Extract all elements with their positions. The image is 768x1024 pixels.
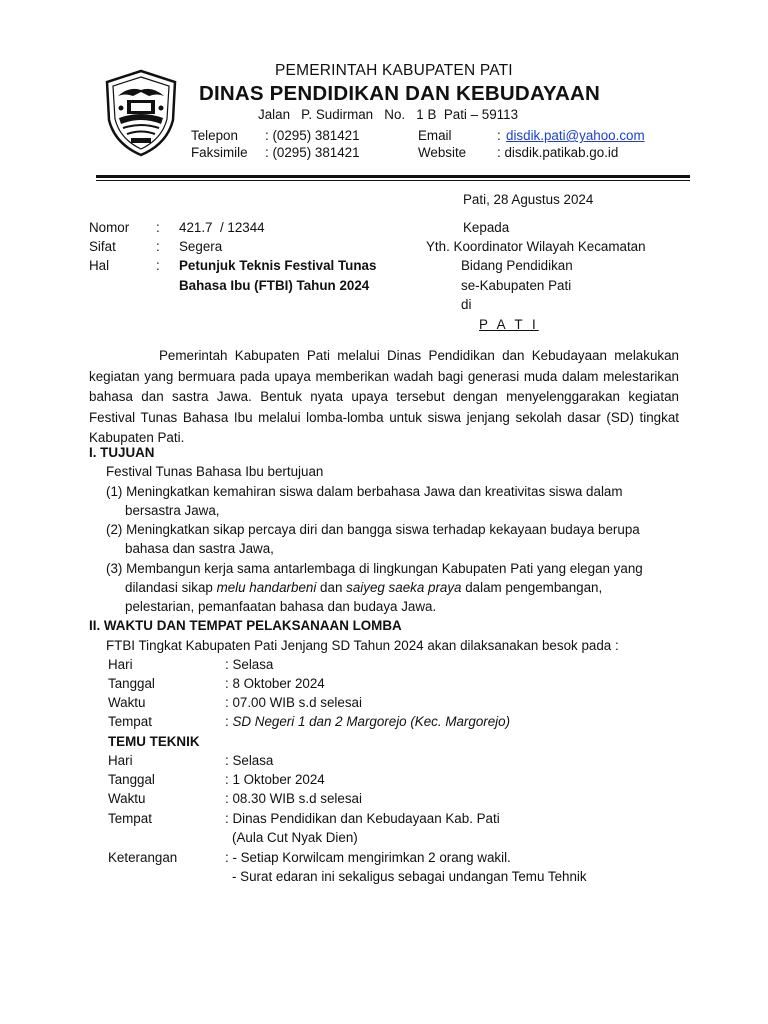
letterhead-address: Jalan P. Sudirman No. 1 B Pati – 59113 <box>258 107 519 122</box>
kabupaten-pati-emblem <box>101 68 181 158</box>
goal-3-text-c: dan <box>316 580 347 595</box>
section2-intro: FTBI Tingkat Kabupaten Pati Jenjang SD Tahun 2024 akan dilaksanakan besok pada : <box>106 638 619 653</box>
temu-hari-label: Hari <box>108 753 133 768</box>
temu-tempat-value: : Dinas Pendidikan dan Kebudayaan Kab. Pati <box>225 811 500 826</box>
goal-3-term-melu-handarbeni: melu handarbeni <box>216 580 317 595</box>
keterangan-line1: : - Setiap Korwilcam mengirimkan 2 orang wakil. <box>225 850 511 865</box>
temu-tempat-detail: (Aula Cut Nyak Dien) <box>232 830 358 845</box>
lomba-tanggal-label: Tanggal <box>108 676 155 691</box>
recipient-line1: Yth. Koordinator Wilayah Kecamatan <box>426 239 646 254</box>
temu-hari-value: : Selasa <box>225 753 274 768</box>
phone-value: : (0295) 381421 <box>265 128 360 143</box>
recipient-city: P A T I <box>479 317 539 332</box>
lomba-waktu-label: Waktu <box>108 695 146 710</box>
goal-2-line1: (2) Meningkatkan sikap percaya diri dan bangga siswa terhadap kekayaan budaya berupa <box>106 522 640 537</box>
section1-intro: Festival Tunas Bahasa Ibu bertujuan <box>106 464 324 479</box>
goal-3-line1: (3) Membangun kerja sama antarlembaga di lingkungan Kabupaten Pati yang elegan yang <box>106 561 643 576</box>
lomba-tempat-text: SD Negeri 1 dan 2 Margorejo (Kec. Margorejo) <box>232 714 511 729</box>
nomor-label: Nomor <box>89 220 130 235</box>
temu-waktu-label: Waktu <box>108 791 146 806</box>
sifat-label: Sifat <box>89 239 116 254</box>
recipient-di: di <box>461 297 472 312</box>
letterhead-government: PEMERINTAH KABUPATEN PATI <box>275 62 513 79</box>
temu-tanggal-value: : 1 Oktober 2024 <box>225 772 325 787</box>
fax-value: : (0295) 381421 <box>265 145 360 160</box>
recipient-kepada: Kepada <box>463 220 510 235</box>
hal-colon: : <box>156 258 160 273</box>
lomba-hari-value: : Selasa <box>225 657 274 672</box>
nomor-value: 421.7 / 12344 <box>179 220 265 235</box>
temu-teknik-title: TEMU TEKNIK <box>108 734 200 749</box>
lomba-tempat-label: Tempat <box>108 714 152 729</box>
sifat-colon: : <box>156 239 160 254</box>
keterangan-label: Keterangan <box>108 850 178 865</box>
sifat-value: Segera <box>179 239 223 254</box>
recipient-line2: Bidang Pendidikan <box>461 258 573 273</box>
goal-2-line2: bahasa dan sastra Jawa, <box>125 541 274 556</box>
lomba-hari-label: Hari <box>108 657 133 672</box>
letterhead-agency: DINAS PENDIDIKAN DAN KEBUDAYAAN <box>199 82 601 105</box>
keterangan-line2: - Surat edaran ini sekaligus sebagai undangan Temu Tehnik <box>232 869 587 884</box>
email-label: Email <box>418 128 452 143</box>
goal-3-term-saiyeg-saeka-praya: saiyeg saeka praya <box>346 580 462 595</box>
letterhead-rule-thin <box>96 180 690 181</box>
letter-date: Pati, 28 Agustus 2024 <box>463 192 594 207</box>
fax-label: Faksimile <box>191 145 248 160</box>
hal-label: Hal <box>89 258 110 273</box>
section2-title: II. WAKTU DAN TEMPAT PELAKSANAAN LOMBA <box>89 618 402 633</box>
lomba-tempat-value <box>225 714 510 729</box>
website-label: Website <box>418 145 467 160</box>
email-link[interactable]: disdik.pati@yahoo.com <box>506 128 645 143</box>
goal-1-line1: (1) Meningkatkan kemahiran siswa dalam berbahasa Jawa dan kreativitas siswa dalam <box>106 484 623 499</box>
temu-tempat-label: Tempat <box>108 811 152 826</box>
email-colon: : <box>497 128 501 143</box>
temu-tanggal-label: Tanggal <box>108 772 155 787</box>
recipient-line3: se-Kabupaten Pati <box>461 278 572 293</box>
lomba-tanggal-value: : 8 Oktober 2024 <box>225 676 325 691</box>
website-value: : disdik.patikab.go.id <box>497 145 619 160</box>
goal-1-line2: bersastra Jawa, <box>125 503 220 518</box>
hal-value-line2: Bahasa Ibu (FTBI) Tahun 2024 <box>179 278 370 293</box>
temu-waktu-value: : 08.30 WIB s.d selesai <box>225 791 362 806</box>
section1-title: I. TUJUAN <box>89 445 155 460</box>
phone-label: Telepon <box>191 128 238 143</box>
nomor-colon: : <box>156 220 160 235</box>
hal-value-line1: Petunjuk Teknis Festival Tunas <box>179 258 377 273</box>
goal-3-text-e: dalam pengembangan, <box>461 580 603 595</box>
letterhead-rule-thick <box>96 175 690 178</box>
goal-3-line3: pelestarian, pemanfaatan bahasa dan budaya Jawa. <box>125 599 437 614</box>
lomba-waktu-value: : 07.00 WIB s.d selesai <box>225 695 362 710</box>
goal-3-line2 <box>125 580 602 595</box>
lomba-tempat-colon: : <box>225 714 233 729</box>
intro-paragraph: Pemerintah Kabupaten Pati melalui Dinas Pendidikan dan Kebudayaan melakukan kegiatan yang bermuara pada upaya memberikan wadah bagi generasi muda dalam melestarikan bahasa dan sastra Jawa. Bentuk nyata upaya tersebut dengan menyelenggarakan kegiatan Festival Tunas Bahasa Ibu melalui lomba-lomba untuk siswa jenjang sekolah dasar (SD) tingkat Kabupaten Pati. <box>89 348 679 445</box>
goal-3-text-a: dilandasi sikap <box>125 580 217 595</box>
